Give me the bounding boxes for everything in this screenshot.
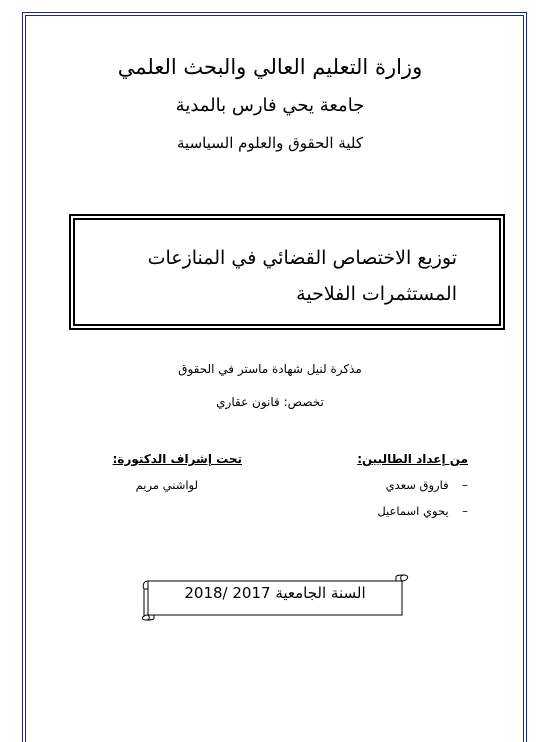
- thesis-title-line-1: توزيع الاختصاص القضائي في المنازعات: [147, 247, 457, 269]
- dash-bullet-icon: –: [462, 504, 468, 518]
- supervisor-name: لواشني مريم: [135, 478, 198, 492]
- academic-year-scroll: [138, 573, 412, 621]
- supervisor-section: [72, 452, 242, 492]
- student-item: [318, 504, 468, 518]
- memo-description: مذكرة لنيل شهادة ماستر في الحقوق: [178, 362, 362, 376]
- academic-year: السنة الجامعية 2017 /2018: [184, 584, 366, 602]
- ministry-name: وزارة التعليم العالي والبحث العلمي: [117, 55, 423, 79]
- students-section: [318, 452, 468, 530]
- thesis-title-box: [73, 218, 501, 326]
- student-item: [318, 478, 468, 492]
- specialty: تخصص: قانون عقاري: [216, 395, 324, 409]
- student-name: فاروق سعدي: [385, 478, 449, 492]
- page-border: [22, 12, 527, 742]
- faculty-name: كلية الحقوق والعلوم السياسية: [177, 134, 363, 152]
- thesis-title-line-2: المستثمرات الفلاحية: [296, 283, 457, 305]
- university-name: جامعة يحي فارس بالمدية: [175, 95, 365, 116]
- students-heading: من إعداد الطالبين:: [357, 452, 468, 466]
- student-name: يحوي اسماعيل: [377, 504, 449, 518]
- dash-bullet-icon: –: [462, 478, 468, 492]
- supervisor-heading: تحت إشراف الدكتورة:: [112, 452, 242, 466]
